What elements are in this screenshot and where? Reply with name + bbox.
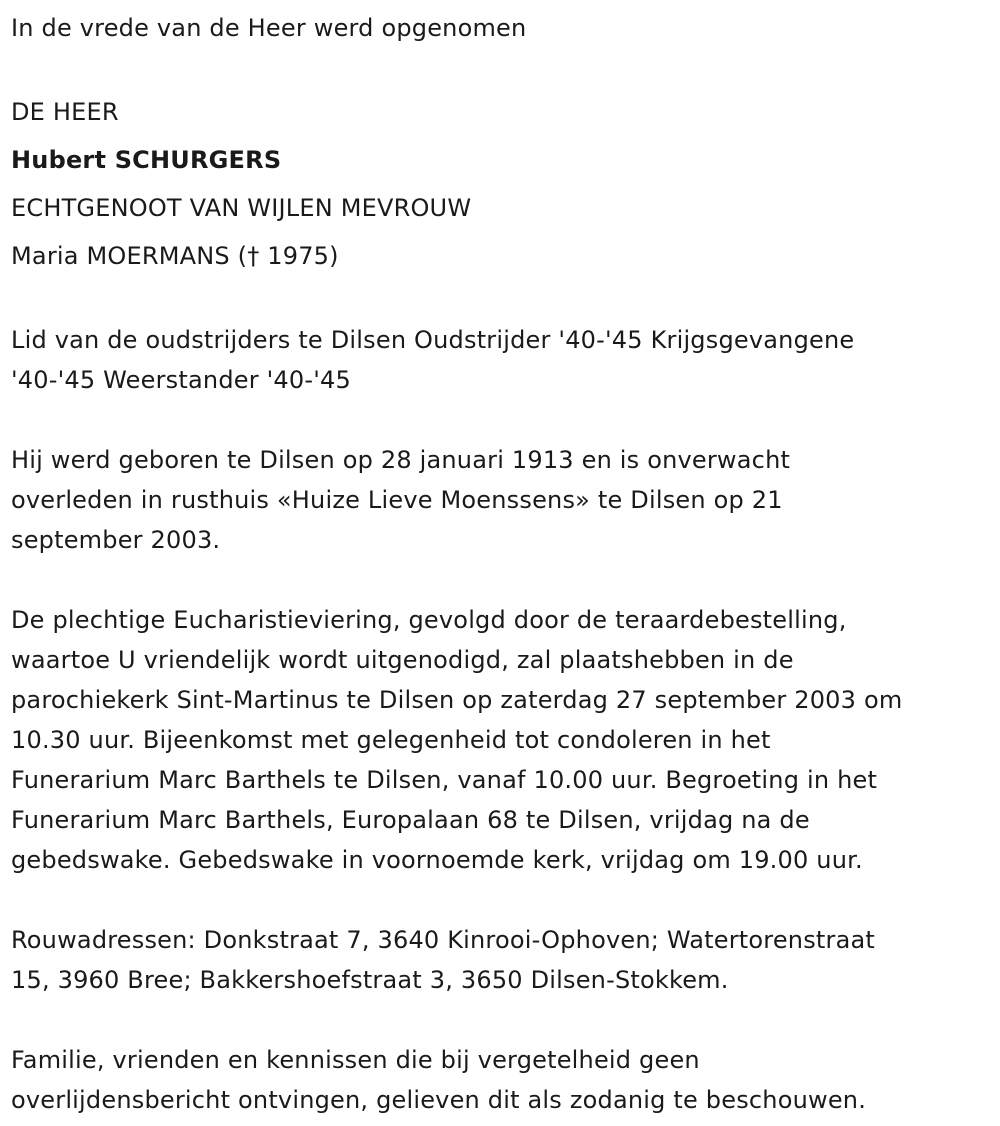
relation-line: ECHTGENOOT VAN WIJLEN MEVROUW: [11, 194, 472, 222]
paragraph-line: Familie, vrienden en kennissen die bij vergetelheid geen: [11, 1046, 700, 1074]
paragraph-line: overlijdensbericht ontvingen, gelieven dit als zodanig te beschouwen.: [11, 1086, 867, 1114]
paragraph-line: overleden in rusthuis «Huize Lieve Moenssens» te Dilsen op 21: [11, 486, 783, 514]
spacer: [11, 280, 990, 320]
paragraph-line: Hij werd geboren te Dilsen op 28 januari 1913 en is onverwacht: [11, 446, 791, 474]
paragraph-line: 10.30 uur. Bijeenkomst met gelegenheid tot condoleren in het: [11, 726, 771, 754]
paragraph-line: september 2003.: [11, 526, 221, 554]
spacer: [11, 560, 990, 600]
paragraph-line: Funerarium Marc Barthels, Europalaan 68 te Dilsen, vrijdag na de: [11, 806, 810, 834]
membership-paragraph: [11, 320, 991, 400]
funeral-paragraph: [11, 600, 991, 880]
paragraph-line: parochiekerk Sint-Martinus te Dilsen op zaterdag 27 september 2003 om: [11, 686, 903, 714]
paragraph-line: Lid van de oudstrijders te Dilsen Oudstrijder '40-'45 Krijgsgevangene: [11, 326, 855, 354]
paragraph-line: Funerarium Marc Barthels te Dilsen, vanaf 10.00 uur. Begroeting in het: [11, 766, 878, 794]
deceased-name: Hubert SCHURGERS: [11, 146, 282, 174]
honorific: DE HEER: [11, 98, 119, 126]
spacer: [11, 400, 990, 440]
addresses-paragraph: [11, 920, 991, 1000]
spacer: [11, 880, 990, 920]
spacer: [11, 1000, 990, 1040]
paragraph-line: gebedswake. Gebedswake in voornoemde kerk, vrijdag om 19.00 uur.: [11, 846, 863, 874]
paragraph-line: 15, 3960 Bree; Bakkershoefstraat 3, 3650 Dilsen-Stokkem.: [11, 966, 729, 994]
birth-death-paragraph: [11, 440, 991, 560]
intro-line: In de vrede van de Heer werd opgenomen: [11, 14, 527, 42]
paragraph-line: '40-'45 Weerstander '40-'45: [11, 366, 351, 394]
spacer: [11, 48, 990, 88]
deceased-block: [11, 88, 990, 280]
paragraph-line: Rouwadressen: Donkstraat 7, 3640 Kinrooi-Ophoven; Watertorenstraat: [11, 926, 876, 954]
paragraph-line: De plechtige Eucharistieviering, gevolgd door de teraardebestelling,: [11, 606, 847, 634]
closing-paragraph: [11, 1040, 991, 1120]
spouse-line: Maria MOERMANS († 1975): [11, 242, 339, 270]
paragraph-line: waartoe U vriendelijk wordt uitgenodigd, zal plaatshebben in de: [11, 646, 794, 674]
